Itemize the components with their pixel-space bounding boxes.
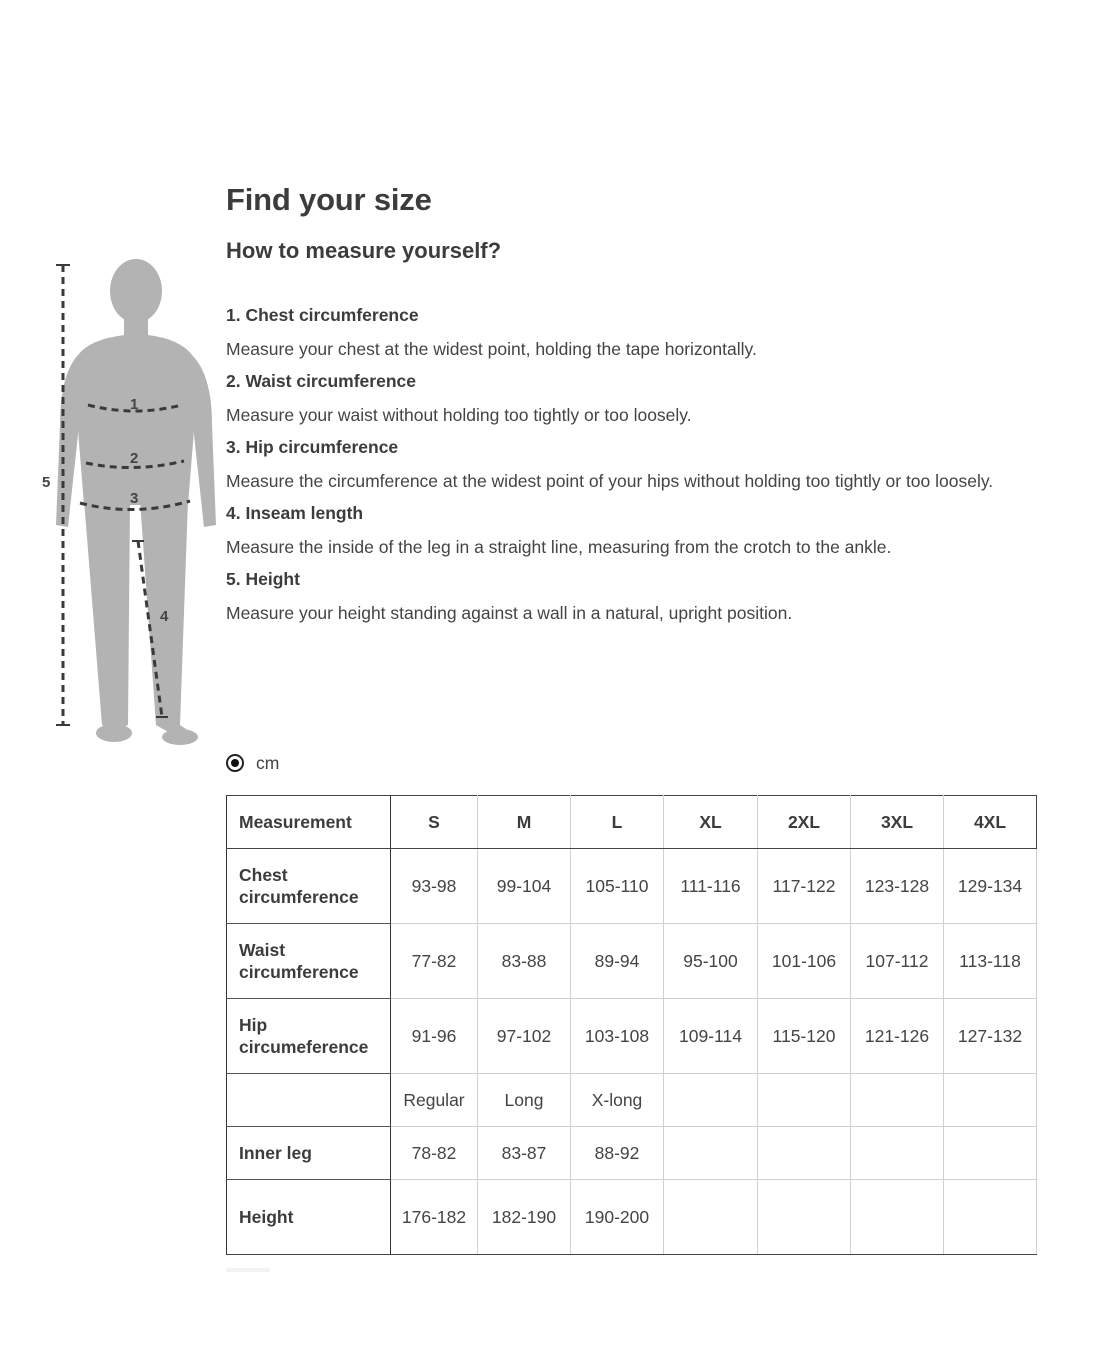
table-cell: 123-128 xyxy=(851,849,944,924)
row-label: Hip circumeference xyxy=(227,999,391,1074)
hip-label: 3 xyxy=(130,490,139,507)
table-cell: 129-134 xyxy=(944,849,1037,924)
row-label: Inner leg xyxy=(227,1127,391,1180)
table-cell: 83-87 xyxy=(478,1127,571,1180)
divider xyxy=(226,1268,270,1272)
table-cell: 105-110 xyxy=(571,849,664,924)
step-description: Measure the inside of the leg in a straight line, measuring from the crotch to the ankle. xyxy=(226,537,892,557)
table-cell: 190-200 xyxy=(571,1180,664,1255)
table-cell: 115-120 xyxy=(758,999,851,1074)
section-subtitle: How to measure yourself? xyxy=(226,238,502,263)
table-row xyxy=(227,924,1037,999)
table-header-cell: XL xyxy=(664,796,758,849)
table-header-cell: 3XL xyxy=(851,796,944,849)
table-cell: 88-92 xyxy=(571,1127,664,1180)
table-cell xyxy=(851,1180,944,1255)
table-row xyxy=(227,1127,1037,1180)
table-row xyxy=(227,1180,1037,1255)
row-label xyxy=(227,1074,391,1127)
table-cell: 101-106 xyxy=(758,924,851,999)
step-description: Measure your waist without holding too tightly or too loosely. xyxy=(226,405,692,425)
table-cell: 121-126 xyxy=(851,999,944,1074)
table-cell: Long xyxy=(478,1074,571,1127)
step-description: Measure the circumference at the widest point of your hips without holding too tightly or too loosely. xyxy=(226,471,994,491)
table-cell: 77-82 xyxy=(391,924,478,999)
table-header-cell: Measurement xyxy=(227,796,391,849)
table-row xyxy=(227,849,1037,924)
unit-label: cm xyxy=(256,752,280,773)
table-row xyxy=(227,1074,1037,1127)
table-cell xyxy=(664,1074,758,1127)
table-header-cell: 4XL xyxy=(944,796,1037,849)
page-title: Find your size xyxy=(226,182,432,217)
table-cell xyxy=(944,1074,1037,1127)
table-cell: 95-100 xyxy=(664,924,758,999)
table-cell: 182-190 xyxy=(478,1180,571,1255)
table-cell xyxy=(664,1127,758,1180)
table-cell xyxy=(851,1127,944,1180)
table-cell xyxy=(851,1074,944,1127)
body-silhouette-icon xyxy=(30,255,230,755)
size-guide-content xyxy=(226,180,1066,633)
table-header-cell: M xyxy=(478,796,571,849)
measurement-steps xyxy=(226,303,1066,627)
table-cell: 111-116 xyxy=(664,849,758,924)
table-cell xyxy=(758,1074,851,1127)
table-header-cell: 2XL xyxy=(758,796,851,849)
unit-radio-button[interactable] xyxy=(226,754,244,772)
step-heading: 2. Waist circumference xyxy=(226,371,416,391)
table-cell: 91-96 xyxy=(391,999,478,1074)
unit-selector[interactable] xyxy=(226,750,279,776)
table-cell: 93-98 xyxy=(391,849,478,924)
table-cell: 103-108 xyxy=(571,999,664,1074)
table-cell: 113-118 xyxy=(944,924,1037,999)
table-cell: Regular xyxy=(391,1074,478,1127)
step-heading: 5. Height xyxy=(226,569,300,589)
inseam-label: 4 xyxy=(160,608,169,625)
row-label: Waist circumference xyxy=(227,924,391,999)
table-cell: 107-112 xyxy=(851,924,944,999)
table-cell xyxy=(664,1180,758,1255)
body-measurement-figure xyxy=(30,255,230,755)
table-cell: 78-82 xyxy=(391,1127,478,1180)
table-row xyxy=(227,999,1037,1074)
step-heading: 1. Chest circumference xyxy=(226,305,419,325)
table-header-cell: L xyxy=(571,796,664,849)
table-cell: X-long xyxy=(571,1074,664,1127)
table-cell: 109-114 xyxy=(664,999,758,1074)
step-heading: 3. Hip circumference xyxy=(226,437,399,457)
table-cell: 117-122 xyxy=(758,849,851,924)
table-cell: 127-132 xyxy=(944,999,1037,1074)
size-chart-table xyxy=(226,795,1037,1255)
table-cell xyxy=(758,1180,851,1255)
table-cell xyxy=(944,1180,1037,1255)
table-cell: 89-94 xyxy=(571,924,664,999)
step-description: Measure your chest at the widest point, holding the tape horizontally. xyxy=(226,339,757,359)
step-heading: 4. Inseam length xyxy=(226,503,364,523)
table-cell: 99-104 xyxy=(478,849,571,924)
table-cell xyxy=(758,1127,851,1180)
table-header-cell: S xyxy=(391,796,478,849)
step-description: Measure your height standing against a wall in a natural, upright position. xyxy=(226,603,793,623)
table-cell: 176-182 xyxy=(391,1180,478,1255)
chest-label: 1 xyxy=(130,396,139,413)
table-cell: 83-88 xyxy=(478,924,571,999)
table-cell: 97-102 xyxy=(478,999,571,1074)
table-cell xyxy=(944,1127,1037,1180)
height-label: 5 xyxy=(42,474,51,491)
table-header-row xyxy=(227,796,1037,849)
waist-label: 2 xyxy=(130,450,139,467)
row-label: Height xyxy=(227,1180,391,1255)
row-label: Chest circumference xyxy=(227,849,391,924)
